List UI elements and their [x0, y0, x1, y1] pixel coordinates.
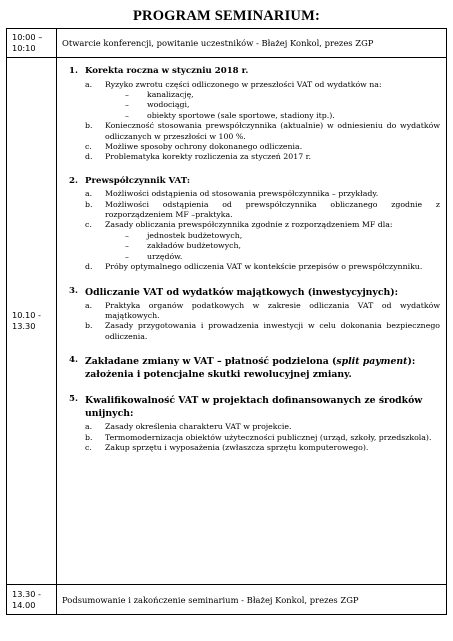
time-cell	[7, 585, 57, 615]
bullet-item	[125, 111, 440, 121]
program-section-2	[63, 176, 440, 273]
dash-icon: –	[125, 89, 129, 99]
list-item	[85, 189, 440, 199]
bullet-text: urzędów.	[147, 251, 183, 261]
item-letter: a.	[85, 189, 93, 199]
list-item	[85, 433, 440, 443]
section-title: Kwalifikowalność VAT w projektach dofinansowanych ze środków unijnych:	[85, 395, 423, 420]
item-letter: c.	[85, 220, 92, 230]
dash-icon: –	[125, 230, 129, 240]
item-letter: d.	[85, 152, 93, 162]
section-number: 4.	[69, 355, 78, 366]
item-text: Możliwości odstąpienia od prewspółczynnika obliczanego zgodnie z rozporządzeniem MF –praktyka.	[105, 199, 440, 220]
bullet-text: obiekty sportowe (sale sportowe, stadiony itp.).	[147, 110, 335, 120]
item-text: Zasady obliczania prewspółczynnika zgodnie z rozporządzeniem MF dla:	[105, 220, 393, 230]
dash-icon: –	[125, 241, 129, 251]
section-number: 3.	[69, 285, 78, 296]
time-cell	[7, 29, 57, 58]
section-number: 2.	[69, 175, 78, 186]
list-item	[85, 321, 440, 342]
item-letter: b.	[85, 199, 93, 209]
time-cell	[7, 58, 57, 585]
list-item	[85, 262, 440, 272]
list-item	[85, 121, 440, 142]
item-text: Praktyka organów podatkowych w zakresie odliczania VAT od wydatków majątkowych.	[105, 300, 440, 320]
description-cell: Otwarcie konferencji, powitanie uczestników - Błażej Konkol, prezes ZGP	[57, 29, 447, 58]
item-text: Zasady przygotowania i prowadzenia inwestycji w celu dokonania bezpiecznego odliczenia.	[105, 321, 440, 341]
item-text: Zakup sprzętu i wyposażenia (zwłaszcza sprzętu komputerowego).	[105, 442, 369, 452]
description-cell: Podsumowanie i zakończenie seminarium - Błażej Konkol, prezes ZGP	[57, 585, 447, 615]
item-text: Termomodernizacja obiektów użyteczności publicznej (urząd, szkoły, przedszkola).	[105, 432, 432, 442]
item-letter: c.	[85, 442, 92, 452]
item-text: Ryzyko zwrotu części odliczonego w przeszłości VAT od wydatków na:	[105, 79, 382, 89]
dash-icon: –	[125, 100, 129, 110]
section-title: Odliczanie VAT od wydatków majątkowych (inwestycyjnych):	[85, 286, 399, 298]
schedule-row-closing	[7, 585, 447, 615]
list-item	[85, 443, 440, 453]
bullet-item	[125, 231, 440, 241]
schedule-row-opening	[7, 29, 447, 58]
time-start: 10:00 –	[12, 32, 43, 42]
list-item	[85, 80, 440, 90]
bullet-text: jednostek budżetowych,	[147, 230, 243, 240]
bullet-item	[125, 100, 440, 110]
list-item	[85, 301, 440, 322]
dash-icon: –	[125, 110, 129, 120]
item-text: Konieczność stosowania prewspółczynnika (aktualnie) w odniesieniu do wydatków odliczanych w przeszłości w 100 %.	[105, 121, 440, 141]
item-letter: b.	[85, 432, 93, 442]
bullet-text: wodociągi,	[147, 100, 190, 110]
time-start: 13.30 -	[12, 588, 41, 599]
schedule-row-main	[7, 58, 447, 585]
program-section-4	[63, 355, 440, 381]
section-title: Zakładane zmiany w VAT – płatność podzielona (split payment): założenia i potencjalne skutki rewolucyjnej zmiany.	[85, 356, 416, 381]
program-section-5	[63, 394, 440, 453]
item-letter: a.	[85, 300, 93, 310]
page-title: PROGRAM SEMINARIUM:	[132, 8, 321, 24]
item-text: Próby optymalnego odliczenia VAT w kontekście przepisów o prewspółczynniku.	[105, 262, 423, 272]
section-title: Korekta roczna w styczniu 2018 r.	[85, 66, 249, 76]
item-text: Możliwe sposoby ochrony dokonanego odliczenia.	[105, 141, 303, 151]
list-item	[85, 200, 440, 221]
bullet-item	[125, 241, 440, 251]
program-section-3	[63, 286, 440, 343]
time-end: 13.30	[12, 321, 36, 331]
item-letter: b.	[85, 321, 93, 331]
program-section-1	[63, 66, 440, 163]
item-letter: b.	[85, 121, 93, 131]
item-letter: c.	[85, 141, 92, 151]
list-item	[85, 220, 440, 230]
list-item	[85, 422, 440, 432]
section-number: 1.	[69, 66, 78, 76]
list-item	[85, 152, 440, 162]
item-letter: a.	[85, 422, 93, 432]
item-text: Możliwości odstąpienia od stosowania prewspółczynnika – przykłady.	[105, 189, 379, 199]
item-letter: d.	[85, 262, 93, 272]
section-number: 5.	[69, 394, 78, 405]
item-letter: a.	[85, 79, 93, 89]
bullet-text: zakładów budżetowych,	[147, 241, 241, 251]
time-end: 10:10	[12, 43, 36, 53]
bullet-item	[125, 252, 440, 262]
time-start: 10.10 -	[12, 310, 41, 320]
bullet-text: kanalizację,	[147, 89, 194, 99]
dash-icon: –	[125, 251, 129, 261]
item-text: Problematyka korekty rozliczenia za styczeń 2017 r.	[105, 152, 311, 162]
bullet-item	[125, 90, 440, 100]
schedule-table	[6, 28, 447, 615]
program-content-cell	[57, 58, 447, 585]
time-end: 14.00	[12, 599, 36, 610]
section-title: Prewspółczynnik VAT:	[85, 175, 191, 186]
item-text: Zasady określenia charakteru VAT w projekcie.	[105, 422, 292, 432]
list-item	[85, 142, 440, 152]
